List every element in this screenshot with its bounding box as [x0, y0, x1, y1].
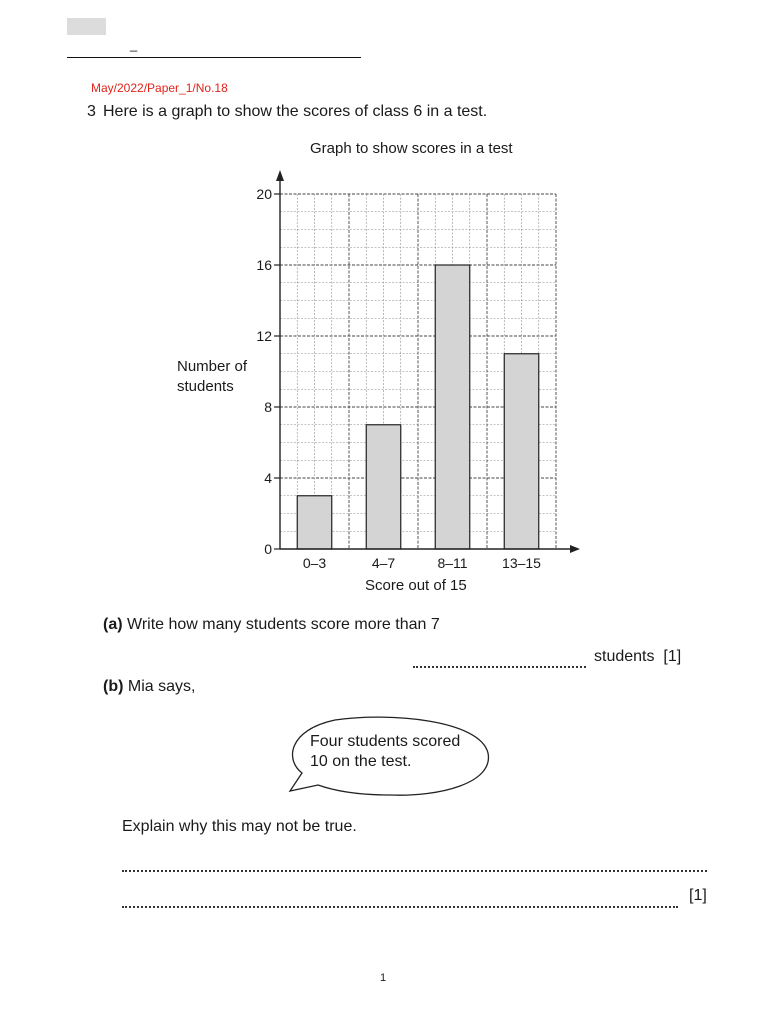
y-tick-label: 16 — [256, 257, 272, 273]
answer-line-b-1[interactable] — [122, 870, 707, 872]
part-b-text: Mia says, — [127, 678, 196, 695]
x-axis-label: Score out of 15 — [365, 577, 467, 594]
part-b-explain: Explain why this may not be true. — [122, 818, 357, 835]
bar-3 — [435, 265, 470, 549]
y-axis-arrow — [276, 170, 284, 181]
marks-a: [1] — [663, 648, 682, 665]
y-axis-label-line-1: Number of — [177, 358, 248, 375]
x-tick-label: 13–15 — [502, 555, 541, 571]
x-tick-label: 8–11 — [437, 555, 468, 571]
part-a — [103, 616, 440, 634]
y-tick-label: 12 — [256, 328, 272, 344]
bar-1 — [297, 496, 332, 549]
part-a-label: (a) — [103, 616, 123, 633]
marks-b: [1] — [689, 887, 707, 904]
y-tick-label: 8 — [264, 399, 272, 415]
x-tick-label: 4–7 — [371, 555, 396, 571]
part-a-unit-marks — [594, 648, 681, 666]
answer-unit: students — [594, 648, 655, 665]
part-b-label: (b) — [103, 678, 124, 695]
speech-line-1: Four students scored — [310, 733, 461, 750]
y-axis-label-line-2: students — [177, 378, 234, 395]
chart-title: Graph to show scores in a test — [310, 140, 513, 157]
bar-2 — [366, 425, 401, 549]
header-dash: _ — [130, 37, 138, 52]
question-reference: May/2022/Paper_1/No.18 — [91, 81, 228, 95]
bar-4 — [504, 354, 539, 549]
part-b — [103, 678, 195, 696]
speech-line-2: 10 on the test. — [310, 753, 412, 770]
page-number: 1 — [380, 972, 387, 984]
y-tick-label: 4 — [264, 470, 272, 486]
part-a-text: Write how many students score more than 7 — [127, 616, 440, 633]
answer-line-a[interactable] — [413, 666, 586, 668]
question-intro: Here is a graph to show the scores of class 6 in a test. — [103, 103, 488, 120]
question-number: 3 — [87, 103, 96, 120]
y-tick-label: 0 — [264, 541, 272, 557]
speech-bubble-text — [310, 732, 460, 772]
x-axis-arrow — [570, 545, 580, 553]
x-tick-label: 0–3 — [302, 555, 327, 571]
y-tick-label: 20 — [256, 186, 272, 202]
answer-line-b-2[interactable] — [122, 906, 678, 908]
